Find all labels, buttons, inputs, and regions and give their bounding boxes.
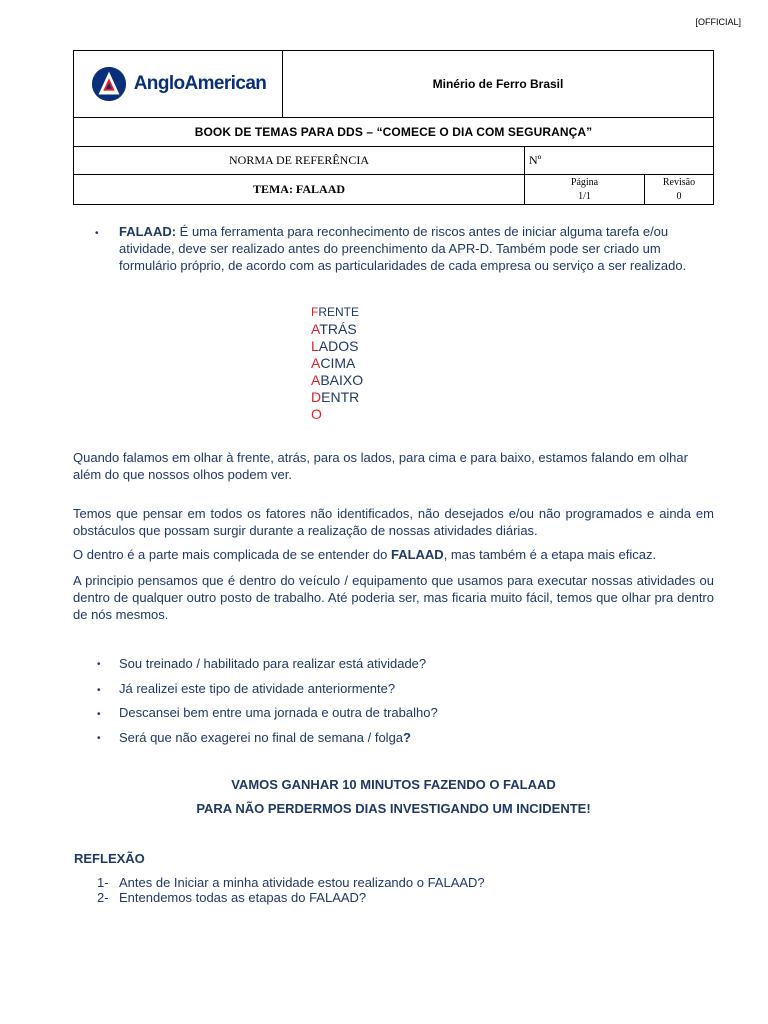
company-name: Minério de Ferro Brasil: [283, 51, 714, 118]
question-bullet-icon: •: [97, 709, 101, 720]
revisao-label: Revisão: [662, 176, 696, 188]
reflexao-item: Entendemos todas as etapas do FALAAD?: [119, 890, 367, 905]
document-header-table: [73, 50, 714, 205]
acronym-line: ACIMA: [311, 355, 356, 371]
intro-term: FALAAD:: [119, 224, 177, 239]
acronym-line: ATRÁS: [311, 321, 357, 337]
classification-label: [OFFICIAL]: [695, 17, 741, 27]
question-item: Será que não exagerei no final de semana / folga?: [119, 730, 411, 745]
reflexao-item: Antes de Iniciar a minha atividade estou realizando o FALAAD?: [119, 875, 485, 890]
reflexao-number: 2-: [97, 890, 109, 905]
numero-label: Nº: [525, 147, 714, 175]
revisao-value: 0: [676, 190, 682, 202]
norma-label: NORMA DE REFERÊNCIA: [74, 147, 525, 175]
logo-wordmark: AngloAmerican: [133, 73, 267, 94]
reflexao-title: REFLEXÃO: [74, 851, 145, 866]
book-title: BOOK DE TEMAS PARA DDS – “COMECE O DIA COM SEGURANÇA”: [74, 118, 714, 147]
question-bullet-icon: •: [97, 685, 101, 696]
question-item: Já realizei este tipo de atividade anteriormente?: [119, 681, 396, 696]
acronym-line: O: [311, 406, 322, 422]
acronym-line: ABAIXO: [311, 372, 364, 388]
intro-text: É uma ferramenta para reconhecimento de riscos antes de iniciar alguma tarefa e/ou atividade, deve ser realizado antes do preenchimento da APR-D. Também pode ser criado um formulário próprio, de acordo com as particularidades de cada empresa ou serviço a ser realizado.: [119, 224, 687, 273]
pagina-cell: [525, 175, 645, 205]
acronym-line: FRENTE: [311, 305, 360, 319]
tema-label: TEMA: FALAAD: [74, 175, 525, 205]
pagina-value: 1/1: [578, 190, 591, 202]
pagina-label: Página: [570, 176, 599, 188]
intro-paragraph: [119, 223, 713, 274]
question-item: Descansei bem entre uma jornada e outra de trabalho?: [119, 705, 438, 720]
question-item: Sou treinado / habilitado para realizar está atividade?: [119, 656, 427, 671]
slogan-line-2: PARA NÃO PERDERMOS DIAS INVESTIGANDO UM INCIDENTE!: [196, 801, 591, 816]
anglo-american-emblem-icon: [90, 65, 128, 103]
reflexao-number: 1-: [97, 875, 109, 890]
intro-bullet-icon: •: [95, 228, 99, 239]
company-logo: [74, 65, 282, 103]
revisao-cell: [645, 175, 714, 205]
logo-cell: [74, 51, 283, 118]
slogan-line-1: VAMOS GANHAR 10 MINUTOS FAZENDO O FALAAD: [231, 777, 556, 792]
question-bullet-icon: •: [97, 659, 101, 670]
falaad-acronym: [311, 304, 401, 422]
acronym-line: DENTR: [311, 389, 360, 405]
paragraph-principio: A principio pensamos que é dentro do veículo / equipamento que usamos para executar nossas atividades ou dentro de qualquer outro posto de trabalho. Até poderia ser, mas ficaria muito fácil, temos que olhar pra dentro de nós mesmos.: [73, 573, 714, 622]
paragraph-dentro: O dentro é a parte mais complicada de se entender do FALAAD, mas também é a etapa mais eficaz.: [73, 547, 657, 562]
acronym-line: LADOS: [311, 338, 359, 354]
question-bullet-icon: •: [97, 733, 101, 744]
paragraph-fatores: Temos que pensar em todos os fatores não identificados, não desejados e/ou não programados e ainda em obstáculos que possam surgir durante a realização de nossas atividades diárias.: [73, 506, 714, 538]
paragraph-olhar: Quando falamos em olhar à frente, atrás, para os lados, para cima e para baixo, estamos falando em olhar além do que nossos olhos podem ver.: [73, 450, 688, 482]
falaad-bold: FALAAD: [390, 547, 444, 562]
